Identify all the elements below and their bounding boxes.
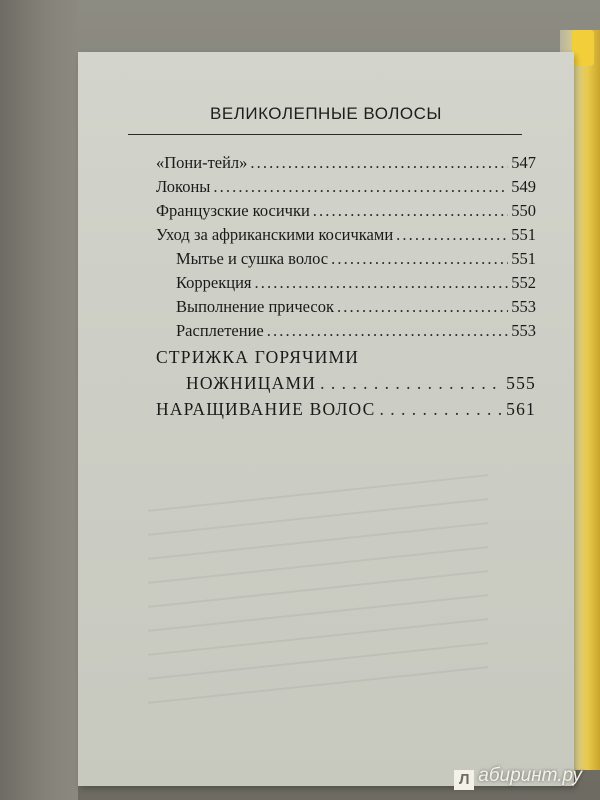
dot-leader: [331, 249, 508, 269]
toc-entry-page: 552: [511, 273, 536, 292]
toc-subentry: [156, 249, 536, 273]
toc-section: [156, 399, 536, 425]
toc-entry-title: Уход за африканскими косичками: [156, 225, 394, 244]
watermark: [454, 765, 582, 790]
background-left-edge: [0, 0, 78, 800]
toc-subentry: [156, 321, 536, 345]
toc-section-title: НАРАЩИВАНИЕ ВОЛОС: [156, 399, 376, 419]
toc-entry-page: 549: [511, 177, 536, 196]
dot-leader: [250, 153, 508, 173]
toc-entry-page: 551: [511, 225, 536, 244]
toc-section-title-line2: НОЖНИЦАМИ: [186, 373, 317, 393]
toc-entry-title: Локоны: [156, 177, 211, 196]
book-page: [78, 52, 574, 786]
toc-entry-title: Расплетение: [176, 321, 264, 340]
toc-section-title-line1: СТРИЖКА ГОРЯЧИМИ: [156, 347, 360, 367]
dot-leader: [379, 399, 502, 420]
dot-leader: [255, 273, 509, 293]
toc-entry: [156, 225, 536, 249]
dot-leader: [213, 177, 508, 197]
labirint-logo-icon: Л: [454, 770, 474, 790]
toc-entry-page: 553: [511, 297, 536, 316]
table-of-contents: [156, 153, 536, 425]
toc-entry-title: Французские косички: [156, 201, 310, 220]
toc-entry-title: Мытье и сушка волос: [176, 249, 329, 268]
toc-entry-page: 550: [511, 201, 536, 220]
toc-subentry: [156, 273, 536, 297]
toc-section: [156, 373, 536, 399]
toc-entry-title: «Пони-тейл»: [156, 153, 248, 172]
toc-section-page: 555: [506, 373, 536, 393]
header-rule: [128, 134, 522, 135]
dot-leader: [267, 321, 509, 341]
dot-leader: [320, 373, 502, 394]
bookmark-tab: [572, 30, 594, 66]
dot-leader: [337, 297, 508, 317]
toc-entry-page: 551: [511, 249, 536, 268]
running-header: ВЕЛИКОЛЕПНЫЕ ВОЛОСЫ: [210, 104, 442, 123]
dot-leader: [313, 201, 508, 221]
toc-entry: [156, 153, 536, 177]
toc-entry-page: 553: [511, 321, 536, 340]
toc-subentry: [156, 297, 536, 321]
toc-entry-page: 547: [511, 153, 536, 172]
toc-entry-title: Выполнение причесок: [176, 297, 334, 316]
toc-entry: [156, 177, 536, 201]
toc-entry-title: Коррекция: [176, 273, 252, 292]
toc-section-page: 561: [506, 399, 536, 419]
watermark-text: абиринт.ру: [478, 765, 582, 786]
dot-leader: [396, 225, 508, 245]
toc-entry: [156, 201, 536, 225]
show-through-text: [148, 464, 488, 720]
